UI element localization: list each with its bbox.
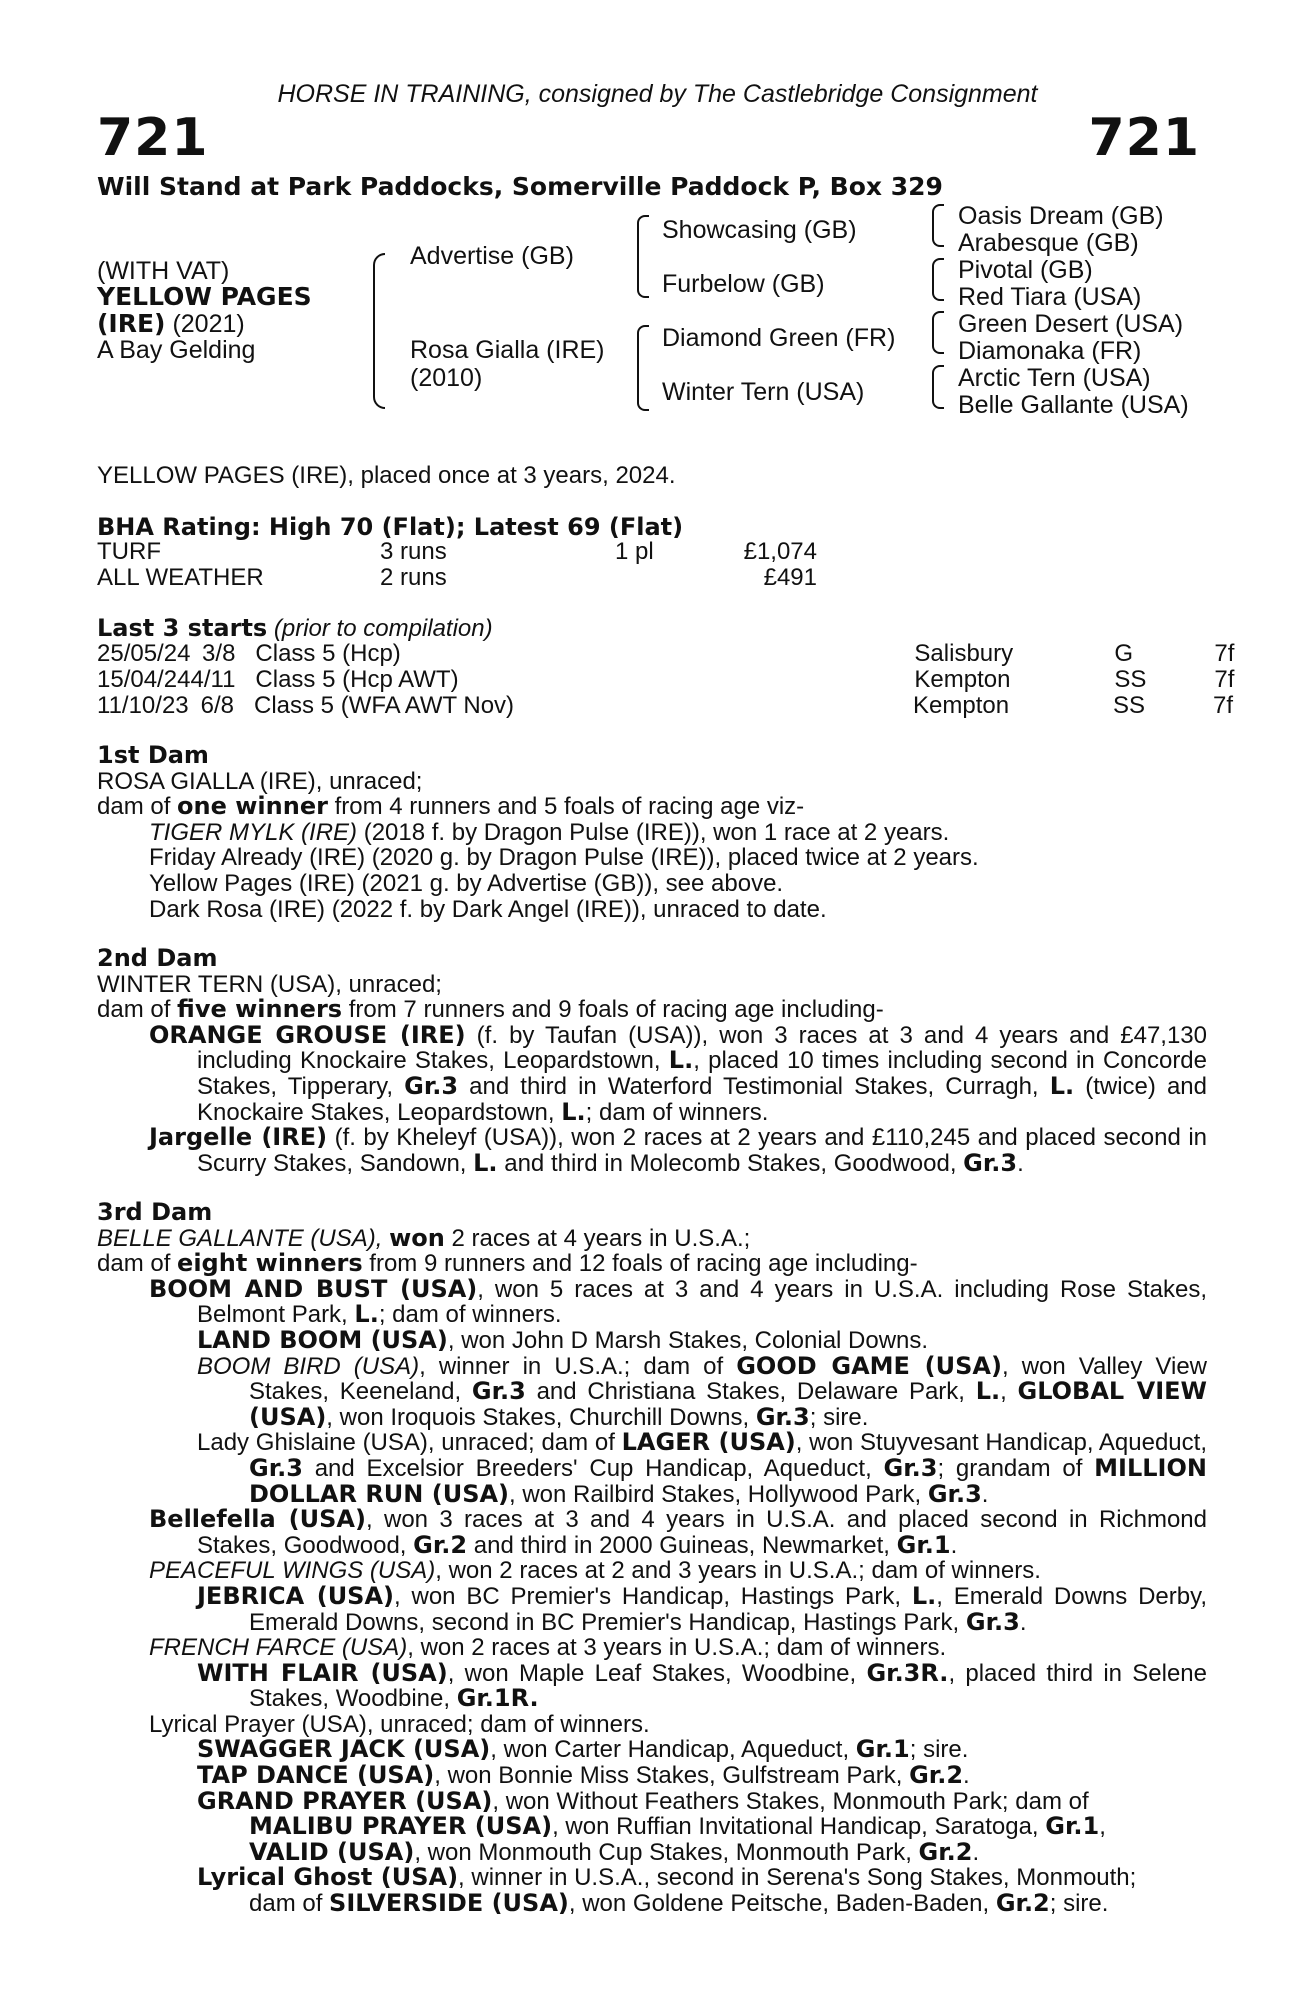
pedigree-sire: Advertise (GB) — [410, 242, 574, 270]
offspring-jargelle: Jargelle (IRE) (f. by Kheleyf (USA)), won 2 races at 2 years and £110,245 and placed second in Scurry Stakes, Sandown, L. and third in Molecomb Stakes, Goodwood, Gr.3. — [149, 1123, 1208, 1177]
second-dam-title: 2nd Dam — [97, 944, 218, 972]
offspring-swagger-jack: SWAGGER JACK (USA), won Carter Handicap, Aqueduct, Gr.1; sire. — [197, 1735, 969, 1764]
offspring-item: Dark Rosa (IRE) (2022 f. by Dark Angel (IRE)), unraced to date. — [149, 895, 827, 923]
start-distance: 7f — [1214, 640, 1235, 667]
offspring-boom-bird: BOOM BIRD (USA), winner in U.S.A.; dam of GOOD GAME (USA), won Valley View Stakes, Keeneland, Gr.3 and Christiana Stakes, Delaware Park, L., GLOBAL VIEW (USA), won Iroquois Stakes, Churchill Downs, Gr.3; sire. — [197, 1351, 1207, 1431]
pedigree-brace-3b — [932, 258, 944, 301]
start-course: Salisbury — [914, 640, 1014, 667]
start-date: 11/10/23 — [97, 692, 189, 719]
third-dam-line1: BELLE GALLANTE (USA), won 2 races at 4 years in U.S.A.; — [97, 1223, 751, 1252]
second-dam-section — [97, 946, 1207, 1176]
rating-row-turf — [97, 539, 817, 565]
offspring-orange-grouse: ORANGE GROUSE (IRE) (f. by Taufan (USA)), won 3 races at 3 and 4 years and £47,130 including Knockaire Stakes, Leopardstown, L., placed 10 times including second in Concorde Stakes, Tipperary, Gr.3 and third in Waterford Testimonial Stakes, Curragh, L. (twice) and Knockaire Stakes, Leopardstown, L.; dam of winners. — [149, 1020, 1208, 1126]
horse-suffix: (IRE) — [97, 309, 166, 338]
pedigree-g7: Arctic Tern (USA) — [958, 364, 1151, 392]
third-dam-section — [97, 1200, 1207, 1917]
start-distance: 7f — [1214, 666, 1235, 693]
horse-description: A Bay Gelding — [97, 336, 256, 364]
vat-note: (WITH VAT) — [97, 257, 230, 285]
last-starts-title: Last 3 starts — [97, 614, 268, 642]
race-summary: YELLOW PAGES (IRE), placed once at 3 years, 2024. — [97, 462, 676, 489]
offspring-valid: VALID (USA), won Monmouth Cup Stakes, Monmouth Park, Gr.2. — [249, 1837, 980, 1866]
pedigree-g6: Diamonaka (FR) — [958, 337, 1142, 365]
pedigree-dam: Rosa Gialla (IRE) — [410, 336, 605, 364]
pedigree-brace-2b — [637, 325, 649, 411]
first-dam-section — [97, 743, 1207, 922]
third-dam-line2: dam of eight winners from 9 runners and 12 foals of racing age including- — [97, 1249, 918, 1278]
offspring-with-flair: WITH FLAIR (USA), won Maple Leaf Stakes, Woodbine, Gr.3R., placed third in Selene Stakes, Woodbine, Gr.1R. — [197, 1658, 1207, 1713]
offspring-tap-dance: TAP DANCE (USA), won Bonnie Miss Stakes, Gulfstream Park, Gr.2. — [197, 1761, 970, 1790]
pedigree-brace-3c — [932, 311, 944, 354]
last-starts-note: (prior to compilation) — [273, 615, 493, 642]
rating-earnings: £1,074 — [743, 538, 817, 565]
pedigree-dam-sire: Diamond Green (FR) — [662, 324, 896, 352]
pedigree-dam-dam: Winter Tern (USA) — [662, 378, 865, 406]
pedigree-g1: Oasis Dream (GB) — [958, 202, 1164, 230]
offspring-lyrical-prayer: Lyrical Prayer (USA), unraced; dam of winners. — [149, 1710, 650, 1738]
third-dam-title: 3rd Dam — [97, 1198, 213, 1226]
start-position: 6/8 — [200, 692, 234, 719]
start-position: 3/8 — [202, 640, 236, 667]
start-race: Class 5 (WFA AWT Nov) — [254, 692, 515, 719]
rating-row-aw — [97, 565, 817, 591]
rating-placed: 1 pl — [615, 538, 654, 565]
pedigree-g4: Red Tiara (USA) — [958, 283, 1142, 311]
offspring-peaceful-wings: PEACEFUL WINGS (USA), won 2 races at 2 and 3 years in U.S.A.; dam of winners. — [149, 1557, 1041, 1585]
offspring-boom-and-bust: BOOM AND BUST (USA), won 5 races at 3 and 4 years in U.S.A. including Rose Stakes, Belmont Park, L.; dam of winners. — [149, 1274, 1207, 1329]
start-course: Kempton — [913, 692, 1010, 719]
horse-year: (2021) — [172, 310, 245, 338]
offspring-land-boom: LAND BOOM (USA), won John D Marsh Stakes, Colonial Downs. — [197, 1325, 929, 1354]
pedigree-brace-1 — [373, 253, 385, 409]
offspring-lyrical-ghost: Lyrical Ghost (USA), winner in U.S.A., second in Serena's Song Stakes, Monmouth; — [197, 1863, 1137, 1892]
offspring-malibu-prayer: MALIBU PRAYER (USA), won Ruffian Invitational Handicap, Saratoga, Gr.1, — [249, 1812, 1106, 1841]
start-race: Class 5 (Hcp AWT) — [255, 666, 459, 693]
horse-name: YELLOW PAGES — [97, 282, 312, 311]
second-dam-line1: WINTER TERN (USA), unraced; — [97, 970, 442, 998]
second-dam-line2: dam of five winners from 7 runners and 9 foals of racing age including- — [97, 995, 884, 1024]
rating-runs: 3 runs — [380, 538, 447, 565]
pedigree-g2: Arabesque (GB) — [958, 229, 1139, 257]
start-going: G — [1114, 640, 1134, 667]
pedigree-sire-dam: Furbelow (GB) — [662, 270, 825, 298]
start-row — [97, 693, 1233, 719]
offspring-bellefella: Bellefella (USA), won 3 races at 3 and 4 years in U.S.A. and placed second in Richmond Stakes, Goodwood, Gr.2 and third in 2000 Guineas, Newmarket, Gr.1. — [149, 1505, 1208, 1559]
offspring-lady-ghislaine: Lady Ghislaine (USA), unraced; dam of LAGER (USA), won Stuyvesant Handicap, Aqueduct, Gr.3 and Excelsior Breeders' Cup Handicap, Aqueduct, Gr.3; grandam of MILLION DOLLAR RUN (USA), won Railbird Stakes, Hollywood Park, Gr.3. — [197, 1428, 1207, 1508]
pedigree-dam-year: (2010) — [410, 364, 483, 392]
rating-placed — [615, 565, 737, 591]
offspring-item: Friday Already (IRE) (2020 g. by Dragon Pulse (IRE)), placed twice at 2 years. — [149, 844, 979, 872]
pedigree-sire-sire: Showcasing (GB) — [662, 216, 857, 244]
offspring-jebrica: JEBRICA (USA), won BC Premier's Handicap, Hastings Park, L., Emerald Downs Derby, Emerald Downs, second in BC Premier's Handicap, Hastings Park, Gr.3. — [197, 1581, 1208, 1636]
start-going: SS — [1114, 666, 1147, 693]
stand-location: Will Stand at Park Paddocks, Somerville Paddock P, Box 329 — [97, 172, 943, 201]
offspring-grand-prayer: GRAND PRAYER (USA), won Without Feathers Stakes, Monmouth Park; dam of — [197, 1786, 1089, 1815]
pedigree-brace-3a — [932, 204, 944, 247]
offspring-lyrical-ghost-cont: dam of SILVERSIDE (USA), won Goldene Peitsche, Baden-Baden, Gr.2; sire. — [249, 1889, 1109, 1918]
start-going: SS — [1113, 692, 1146, 719]
start-date: 25/05/24 — [97, 640, 191, 667]
rating-surface: TURF — [97, 538, 161, 565]
first-dam-line1: ROSA GIALLA (IRE), unraced; — [97, 767, 423, 795]
offspring-item: Yellow Pages (IRE) (2021 g. by Advertise (GB)), see above. — [149, 869, 784, 897]
start-race: Class 5 (Hcp) — [255, 640, 401, 667]
last-starts-heading — [97, 616, 493, 642]
pedigree-g3: Pivotal (GB) — [958, 256, 1093, 284]
start-row — [97, 667, 1234, 693]
horse-origin-year — [97, 309, 245, 339]
page-header: HORSE IN TRAINING, consigned by The Castlebridge Consignment — [277, 80, 1038, 108]
pedigree-g5: Green Desert (USA) — [958, 310, 1184, 338]
pedigree-g8: Belle Gallante (USA) — [958, 391, 1189, 419]
start-row — [97, 641, 1234, 667]
rating-earnings: £491 — [763, 564, 817, 591]
pedigree-brace-2a — [637, 215, 649, 298]
pedigree-brace-3d — [932, 365, 944, 409]
lot-number-right: 721 — [1088, 108, 1200, 168]
start-position: 4/11 — [190, 666, 236, 693]
rating-runs: 2 runs — [380, 564, 447, 591]
start-course: Kempton — [914, 666, 1011, 693]
offspring-french-farce: FRENCH FARCE (USA), won 2 races at 3 years in U.S.A.; dam of winners. — [149, 1634, 947, 1662]
start-date: 15/04/24 — [97, 666, 191, 693]
first-dam-title: 1st Dam — [97, 741, 209, 769]
lot-number-left: 721 — [97, 108, 209, 168]
rating-surface: ALL WEATHER — [97, 564, 264, 591]
offspring-item: TIGER MYLK (IRE) (2018 f. by Dragon Pulse (IRE)), won 1 race at 2 years. — [149, 818, 950, 846]
first-dam-line2: dam of one winner from 4 runners and 5 foals of racing age viz- — [97, 792, 805, 821]
bha-rating-title: BHA Rating: High 70 (Flat); Latest 69 (Flat) — [97, 513, 684, 541]
start-distance: 7f — [1213, 692, 1234, 719]
